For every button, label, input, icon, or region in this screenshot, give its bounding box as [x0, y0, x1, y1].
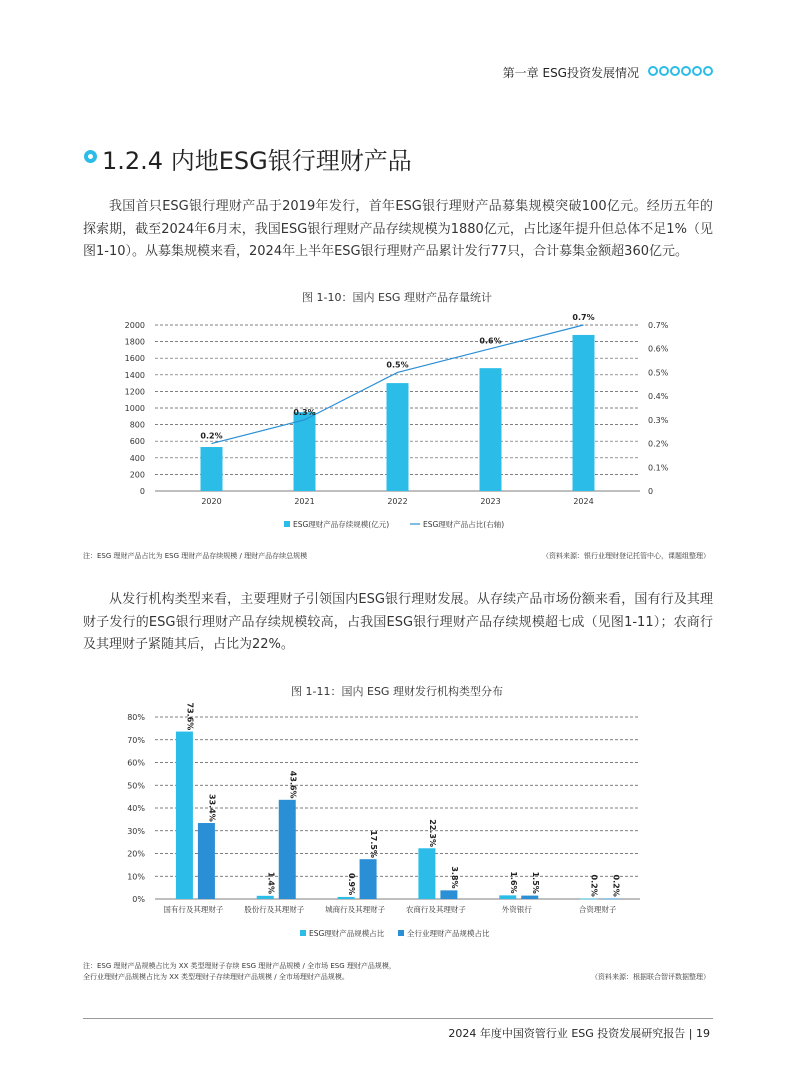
y-tick-label: 80% [127, 713, 145, 722]
y-tick-label: 1000 [124, 404, 145, 413]
data-label: 22.3% [427, 819, 437, 848]
bar [257, 896, 274, 899]
bar [387, 383, 409, 491]
data-label: 0.2% [589, 874, 599, 897]
x-tick-label: 外资银行 [501, 905, 532, 914]
section-title: 1.2.4 内地ESG银行理财产品 [102, 147, 412, 175]
bar [480, 368, 502, 491]
y-tick-label: 1800 [124, 337, 145, 347]
y-tick-label: 1200 [124, 387, 145, 397]
data-label: 0.9% [347, 872, 357, 896]
legend-label: ESG理财产品占比(右轴) [423, 520, 505, 529]
y-tick-label: 70% [127, 735, 145, 745]
chapter-header: 第一章 ESG投资发展情况 [502, 66, 639, 80]
y-tick-label: 30% [127, 826, 145, 836]
y-tick-label: 800 [129, 420, 145, 430]
data-label: 73.6% [185, 702, 195, 731]
bar [602, 899, 619, 900]
bar [294, 412, 316, 491]
storage-scale-chart [0, 310, 794, 540]
data-label: 0.2% [200, 431, 223, 441]
figure-note [83, 961, 396, 983]
bar [580, 899, 597, 900]
data-label: 43.6% [288, 770, 298, 799]
x-tick-label: 2024 [573, 497, 594, 506]
data-label: 0.5% [386, 360, 409, 370]
body-paragraph: 从发行机构类型来看，主要理财子引领国内ESG银行理财发展。从存续产品市场份额来看，国有行及其理财子发行的ESG银行理财产品存续规模较高，占我国ESG银行理财产品存续规模超七成（见图1-11）；农商行及其理财子紧随其后，占比为22%。 [83, 592, 713, 652]
data-label: 0.2% [611, 874, 621, 897]
data-label: 17.5% [369, 830, 379, 858]
legend-label: 全行业理财产品规模占比 [407, 929, 490, 938]
data-label: 1.5% [530, 871, 540, 894]
y2-tick-label: 0 [648, 487, 654, 496]
circle-icon [648, 66, 658, 76]
legend-label: ESG理财产品规模占比 [309, 929, 385, 938]
footer-text: 2024 年度中国资管行业 ESG 投资发展研究报告 | 19 [448, 1027, 710, 1040]
y2-tick-label: 0.1% [648, 463, 669, 473]
circle-icon [692, 66, 702, 76]
bar [338, 897, 355, 899]
data-label: 3.8% [449, 866, 459, 889]
y2-tick-label: 0.7% [648, 321, 669, 330]
y-tick-label: 0% [132, 895, 145, 904]
circle-icon [681, 66, 691, 76]
bar [499, 895, 516, 899]
y-tick-label: 10% [127, 872, 145, 882]
bar [176, 732, 193, 899]
y2-tick-label: 0.5% [648, 368, 669, 378]
figure-title: 图 1-10：国内 ESG 理财产品存量统计 [302, 291, 492, 304]
x-tick-label: 2023 [480, 497, 501, 506]
x-tick-label: 2021 [294, 497, 315, 506]
y-tick-label: 1600 [124, 354, 145, 364]
x-tick-label: 股份行及其理财子 [244, 905, 305, 914]
bar [521, 896, 538, 899]
y2-tick-label: 0.4% [648, 392, 669, 402]
x-tick-label: 2020 [201, 497, 222, 506]
x-tick-label: 城商行及其理财子 [325, 905, 386, 914]
bar [201, 447, 223, 491]
legend-swatch [300, 930, 306, 936]
x-tick-label: 2022 [387, 497, 408, 506]
issuer-distribution-chart [0, 700, 794, 950]
section-bullet-icon [84, 150, 97, 163]
data-label: 33.4% [207, 794, 217, 822]
data-label: 0.3% [293, 407, 316, 417]
y2-tick-label: 0.2% [648, 439, 669, 449]
figure-source: （资料来源：银行业理财登记托管中心，课题组整理） [542, 552, 710, 560]
y-tick-label: 40% [127, 804, 145, 813]
data-label: 1.4% [266, 871, 276, 895]
circle-icon [703, 66, 713, 76]
y-tick-label: 50% [127, 781, 145, 791]
y-tick-label: 1400 [124, 370, 145, 380]
bar [198, 823, 215, 899]
y-tick-label: 2000 [124, 321, 145, 330]
data-label: 0.6% [479, 336, 502, 346]
data-label: 0.7% [572, 313, 595, 322]
bar [360, 859, 377, 899]
figure-note-line: 注：ESG 理财产品规模占比为 XX 类型理财子存续 ESG 理财产品规模 / 全市场 ESG 理财产品规模， [83, 962, 396, 970]
data-label: 1.6% [508, 871, 518, 894]
footer-divider [83, 1018, 713, 1019]
body-paragraph: 我国首只ESG银行理财产品于2019年发行，首年ESG银行理财产品募集规模突破100亿元。经历五年的探索期，截至2024年6月末，我国ESG银行理财产品存续规模为1880亿元，占比逐年提升但总体不足1%（见图1-10）。从募集规模来看，2024年上半年ESG银行理财产品累计发行77只，合计募集金额超360亿元。 [83, 199, 713, 259]
x-tick-label: 合资理财子 [578, 905, 617, 914]
y2-tick-label: 0.6% [648, 344, 669, 354]
legend-label: ESG理财产品存续规模(亿元) [293, 520, 390, 529]
bar [573, 335, 595, 491]
figure-note-line: 全行业理财产品规模占比为 XX 类型理财子存续理财产品规模 / 全市场理财产品规模。 [83, 973, 349, 981]
figure-note: 注：ESG 理财产品占比为 ESG 理财产品存续规模 / 理财产品存续总规模 [83, 552, 308, 560]
bar [279, 800, 296, 899]
circle-icon [659, 66, 669, 76]
bar [418, 848, 435, 899]
y-tick-label: 400 [129, 453, 145, 463]
x-tick-label: 农商行及其理财子 [405, 905, 466, 914]
header-decoration [648, 66, 713, 76]
y-tick-label: 20% [127, 849, 145, 859]
figure-source: （资料来源：根据联合智评数据整理） [591, 973, 710, 981]
figure-title: 图 1-11：国内 ESG 理财发行机构类型分布 [291, 685, 503, 698]
y2-tick-label: 0.3% [648, 415, 669, 425]
circle-icon [670, 66, 680, 76]
bar [440, 890, 457, 899]
y-tick-label: 0 [139, 487, 145, 496]
y-tick-label: 200 [129, 470, 145, 480]
y-tick-label: 600 [129, 437, 145, 447]
x-tick-label: 国有行及其理财子 [163, 905, 224, 914]
y-tick-label: 60% [127, 758, 145, 768]
legend-swatch [284, 521, 290, 527]
legend-swatch [398, 930, 404, 936]
